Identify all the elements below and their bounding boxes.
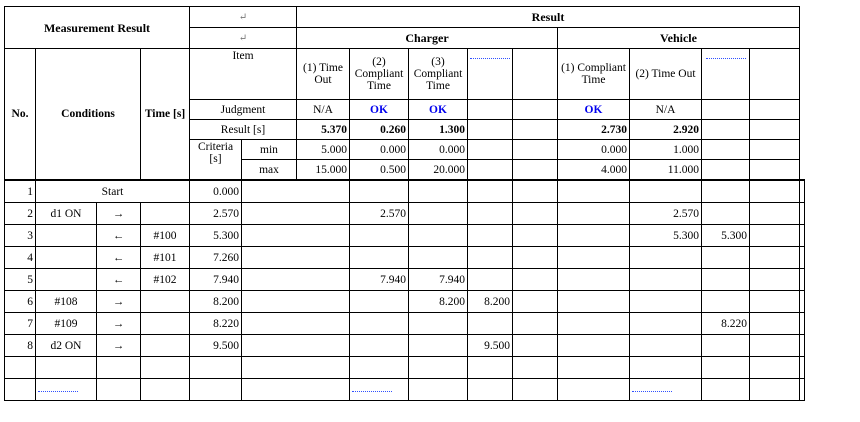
empty-cell [630, 379, 702, 401]
table-row [5, 291, 805, 313]
conditions-header: Conditions [36, 49, 141, 181]
vehicle-result-1: 2.730 [558, 120, 630, 140]
row-time: 9.500 [190, 335, 242, 357]
table-row [5, 247, 805, 269]
empty-cell [468, 379, 513, 401]
empty-cell [558, 357, 630, 379]
row-vehicle-3 [750, 313, 800, 335]
vehicle-result-2: 2.920 [630, 120, 702, 140]
empty-cell [409, 379, 468, 401]
row-no: 5 [5, 269, 36, 291]
empty-cell [750, 160, 800, 181]
row-reference [141, 335, 190, 357]
row-charger-2 [409, 225, 468, 247]
row-no: 4 [5, 247, 36, 269]
empty-cell [513, 140, 558, 160]
empty-cell [468, 140, 513, 160]
table-row [5, 203, 805, 225]
measurement-result-header: Measurement Result [5, 7, 190, 49]
time-header: Time [s] [141, 49, 190, 181]
empty-cell [702, 120, 750, 140]
vehicle-header: Vehicle [558, 28, 800, 49]
row-vehicle-4 [800, 269, 805, 291]
table-row [5, 180, 805, 203]
row-direction-arrow: → [97, 203, 141, 225]
vehicle-judgment-1: OK [558, 100, 630, 120]
charger-max-2: 0.500 [350, 160, 409, 181]
row-vehicle-3 [750, 225, 800, 247]
row-charger-4 [513, 180, 558, 203]
charger-judgment-2: OK [350, 100, 409, 120]
empty-cell [141, 357, 190, 379]
row-vehicle-2 [702, 247, 750, 269]
row-blank [242, 335, 350, 357]
row-vehicle-3 [750, 180, 800, 203]
row-vehicle-2 [702, 291, 750, 313]
row-charger-3 [468, 225, 513, 247]
empty-cell [468, 120, 513, 140]
row-no: 7 [5, 313, 36, 335]
empty-cell [702, 100, 750, 120]
row-condition [36, 225, 97, 247]
row-charger-1: 7.940 [350, 269, 409, 291]
empty-cell [97, 379, 141, 401]
row-charger-2 [409, 247, 468, 269]
empty-row [5, 379, 805, 401]
row-blank [242, 247, 350, 269]
row-charger-2 [409, 180, 468, 203]
row-no: 1 [5, 180, 36, 203]
no-header: No. [5, 49, 36, 181]
row-vehicle-2 [702, 180, 750, 203]
row-direction-arrow: → [97, 291, 141, 313]
table-row [5, 335, 805, 357]
vehicle-max-2: 11.000 [630, 160, 702, 181]
row-vehicle-4 [800, 203, 805, 225]
row-vehicle-1 [630, 291, 702, 313]
row-no: 2 [5, 203, 36, 225]
row-charger-3 [468, 180, 513, 203]
row-charger-1 [350, 291, 409, 313]
row-vehicle-2 [702, 269, 750, 291]
row-time: 8.200 [190, 291, 242, 313]
row-charger-4 [513, 269, 558, 291]
row-vehicle-1 [630, 313, 702, 335]
empty-cell [513, 49, 558, 100]
empty-cell [513, 357, 558, 379]
min-label: min [242, 140, 297, 160]
empty-cell [800, 357, 805, 379]
item-label: Item [190, 49, 297, 100]
vehicle-item-1: (1) Compliant Time [558, 49, 630, 100]
charger-item-2: (2) Compliant Time [350, 49, 409, 100]
empty-cell [750, 379, 800, 401]
result-header: Result [297, 7, 800, 28]
empty-cell [630, 357, 702, 379]
charger-max-3: 20.000 [409, 160, 468, 181]
row-charger-2 [409, 335, 468, 357]
vehicle-max-1: 4.000 [558, 160, 630, 181]
empty-cell [97, 357, 141, 379]
row-vehicle-3 [750, 247, 800, 269]
row-time: 5.300 [190, 225, 242, 247]
vehicle-judgment-2: N/A [630, 100, 702, 120]
row-no: 8 [5, 335, 36, 357]
row-reference [141, 203, 190, 225]
row-reference [141, 313, 190, 335]
measurement-result-table [4, 6, 805, 401]
row-charger-3 [468, 203, 513, 225]
row-vehicle-1 [630, 247, 702, 269]
empty-cell [36, 357, 97, 379]
max-label: max [242, 160, 297, 181]
table-row [5, 313, 805, 335]
row-charger-3 [468, 313, 513, 335]
row-reference [141, 291, 190, 313]
charger-item-placeholder [468, 49, 513, 100]
row-condition [36, 269, 97, 291]
row-blank [242, 203, 350, 225]
row-charger-5 [558, 313, 630, 335]
empty-cell [36, 379, 97, 401]
charger-result-2: 0.260 [350, 120, 409, 140]
charger-judgment-1: N/A [297, 100, 350, 120]
row-vehicle-3 [750, 269, 800, 291]
row-condition: d1 ON [36, 203, 97, 225]
charger-min-3: 0.000 [409, 140, 468, 160]
row-vehicle-3 [750, 335, 800, 357]
row-charger-4 [513, 335, 558, 357]
charger-header: Charger [297, 28, 558, 49]
vehicle-item-placeholder [702, 49, 750, 100]
empty-cell [242, 379, 350, 401]
empty-cell [513, 379, 558, 401]
row-condition: #108 [36, 291, 97, 313]
row-charger-2 [409, 313, 468, 335]
row-vehicle-1 [630, 269, 702, 291]
row-time: 0.000 [190, 180, 242, 203]
empty-cell [513, 100, 558, 120]
row-charger-4 [513, 247, 558, 269]
row-no: 3 [5, 225, 36, 247]
empty-cell [558, 379, 630, 401]
row-vehicle-3 [750, 203, 800, 225]
row-direction-arrow: → [97, 313, 141, 335]
row-charger-5 [558, 247, 630, 269]
row-vehicle-2 [702, 335, 750, 357]
row-vehicle-2: 8.220 [702, 313, 750, 335]
row-blank [242, 225, 350, 247]
row-vehicle-4 [800, 335, 805, 357]
empty-cell [350, 357, 409, 379]
row-vehicle-1: 5.300 [630, 225, 702, 247]
row-charger-5 [558, 203, 630, 225]
empty-cell [468, 357, 513, 379]
criteria-label: Criteria [s] [190, 140, 242, 181]
row-charger-4 [513, 203, 558, 225]
empty-cell [190, 357, 242, 379]
empty-cell [409, 357, 468, 379]
empty-cell [702, 379, 750, 401]
row-charger-1 [350, 313, 409, 335]
row-blank [242, 313, 350, 335]
empty-cell [750, 100, 800, 120]
row-reference: #100 [141, 225, 190, 247]
row-no: 6 [5, 291, 36, 313]
charger-min-2: 0.000 [350, 140, 409, 160]
empty-cell [5, 357, 36, 379]
vehicle-item-2: (2) Time Out [630, 49, 702, 100]
empty-cell [190, 379, 242, 401]
row-charger-1 [350, 180, 409, 203]
row-time: 2.570 [190, 203, 242, 225]
row-charger-2: 7.940 [409, 269, 468, 291]
vehicle-min-2: 1.000 [630, 140, 702, 160]
empty-cell [750, 120, 800, 140]
row-charger-4 [513, 291, 558, 313]
charger-max-1: 15.000 [297, 160, 350, 181]
charger-result-3: 1.300 [409, 120, 468, 140]
row-time: 7.260 [190, 247, 242, 269]
row-vehicle-4 [800, 225, 805, 247]
row-vehicle-3 [750, 291, 800, 313]
row-vehicle-4 [800, 291, 805, 313]
empty-cell [242, 357, 350, 379]
row-vehicle-4 [800, 247, 805, 269]
row-condition: #109 [36, 313, 97, 335]
row-charger-5 [558, 180, 630, 203]
row-vehicle-4 [800, 180, 805, 203]
row-charger-1 [350, 225, 409, 247]
empty-cell [750, 49, 800, 100]
row-vehicle-4 [800, 313, 805, 335]
judgment-label: Judgment [190, 100, 297, 120]
charger-item-3: (3) Compliant Time [409, 49, 468, 100]
row-charger-5 [558, 335, 630, 357]
empty-cell: ↵ [190, 28, 297, 49]
empty-cell [702, 140, 750, 160]
row-vehicle-2 [702, 203, 750, 225]
row-charger-4 [513, 225, 558, 247]
row-charger-2 [409, 203, 468, 225]
empty-cell [702, 160, 750, 181]
row-vehicle-1 [630, 180, 702, 203]
empty-cell [702, 357, 750, 379]
empty-cell [750, 357, 800, 379]
row-direction-arrow: ← [97, 269, 141, 291]
row-charger-2: 8.200 [409, 291, 468, 313]
row-blank [242, 269, 350, 291]
row-blank [242, 291, 350, 313]
row-vehicle-2: 5.300 [702, 225, 750, 247]
row-charger-5 [558, 291, 630, 313]
table-row [5, 225, 805, 247]
row-charger-3: 9.500 [468, 335, 513, 357]
row-vehicle-1 [630, 335, 702, 357]
row-charger-4 [513, 313, 558, 335]
charger-min-1: 5.000 [297, 140, 350, 160]
empty-cell [513, 120, 558, 140]
empty-cell [5, 379, 36, 401]
empty-cell [141, 379, 190, 401]
row-time: 7.940 [190, 269, 242, 291]
row-charger-3 [468, 269, 513, 291]
table-row [5, 269, 805, 291]
empty-row [5, 357, 805, 379]
charger-item-1: (1) Time Out [297, 49, 350, 100]
row-direction-arrow: ← [97, 247, 141, 269]
empty-cell [468, 100, 513, 120]
charger-result-1: 5.370 [297, 120, 350, 140]
empty-cell [350, 379, 409, 401]
row-charger-3 [468, 247, 513, 269]
empty-cell [750, 140, 800, 160]
row-reference: #101 [141, 247, 190, 269]
row-charger-1 [350, 335, 409, 357]
row-charger-1 [350, 247, 409, 269]
row-condition: Start [36, 180, 190, 203]
charger-judgment-3: OK [409, 100, 468, 120]
row-condition [36, 247, 97, 269]
row-condition: d2 ON [36, 335, 97, 357]
row-direction-arrow: ← [97, 225, 141, 247]
placeholder-dots [632, 387, 672, 392]
row-direction-arrow: → [97, 335, 141, 357]
placeholder-dots [352, 387, 392, 392]
row-charger-5 [558, 269, 630, 291]
row-charger-1: 2.570 [350, 203, 409, 225]
row-charger-3: 8.200 [468, 291, 513, 313]
row-charger-5 [558, 225, 630, 247]
empty-cell [800, 379, 805, 401]
empty-cell [468, 160, 513, 181]
placeholder-dots [38, 387, 78, 392]
empty-cell: ↵ [190, 7, 297, 28]
row-blank [242, 180, 350, 203]
result-s-label: Result [s] [190, 120, 297, 140]
empty-cell [513, 160, 558, 181]
row-reference: #102 [141, 269, 190, 291]
vehicle-min-1: 0.000 [558, 140, 630, 160]
row-time: 8.220 [190, 313, 242, 335]
row-vehicle-1: 2.570 [630, 203, 702, 225]
